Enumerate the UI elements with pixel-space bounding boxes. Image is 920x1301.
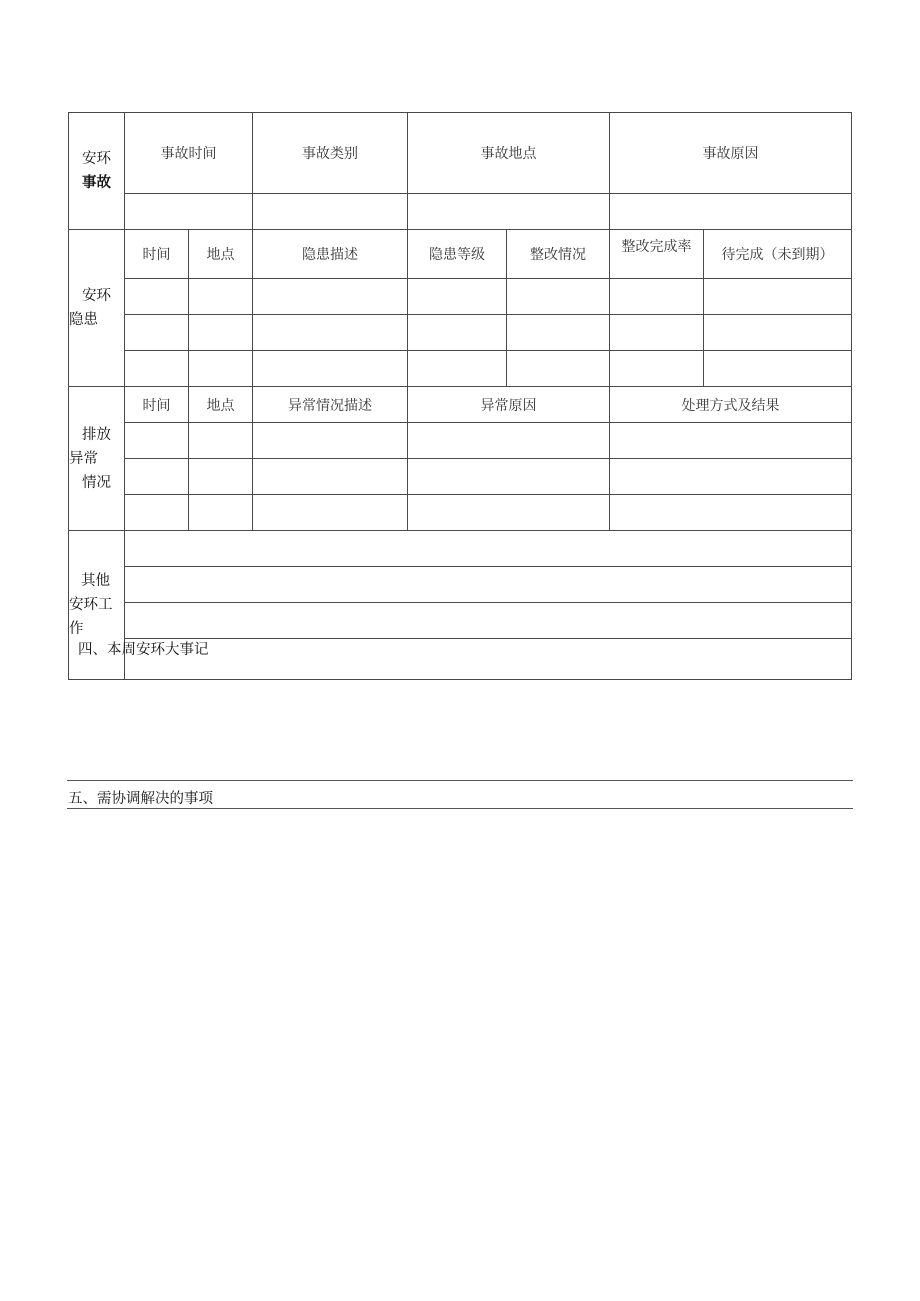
table-cell[interactable] [125,315,189,351]
table-cell[interactable] [610,495,852,531]
table-row [69,495,852,531]
table-cell[interactable] [189,459,253,495]
table-cell[interactable] [253,495,408,531]
table-row [69,351,852,387]
table-cell[interactable] [189,423,253,459]
section-four-title: 四、本周安环大事记 [78,642,209,658]
other-work-row [69,531,852,567]
hazard-rectification-header: 整改情况 [507,230,610,279]
table-row [69,423,852,459]
other-label-line-2: 安环工 [69,597,113,613]
emissions-label-line-3: 情况 [82,474,111,491]
table-cell[interactable] [704,315,852,351]
emissions-section-label [69,387,125,531]
hazards-section-label [69,230,125,387]
table-cell[interactable] [507,351,610,387]
accidents-section-label [69,113,125,230]
section-five-title: 五、需协调解决的事项 [68,791,213,807]
emissions-label-line-2: 异常 [69,450,98,467]
table-cell[interactable] [507,315,610,351]
table-cell[interactable] [408,279,507,315]
emission-cause-header: 异常原因 [408,387,610,423]
hazard-description-header: 隐患描述 [253,230,408,279]
table-cell[interactable] [125,351,189,387]
table-cell[interactable] [704,351,852,387]
accident-location-cell[interactable] [408,194,610,230]
hazard-completion-rate-header: 整改完成率 [610,230,704,279]
divider-line [67,808,853,809]
hazard-pending-header: 待完成（未到期） [704,230,852,279]
table-cell[interactable] [253,315,408,351]
hazard-time-header: 时间 [125,230,189,279]
table-cell[interactable] [189,315,253,351]
accidents-label-line-2: 事故 [82,175,111,191]
other-work-row [69,603,852,639]
table-row [69,279,852,315]
hazards-label-line-1: 安环 [82,288,111,304]
table-cell[interactable] [408,351,507,387]
accident-category-cell[interactable] [253,194,408,230]
emission-time-header: 时间 [125,387,189,423]
emission-handling-header: 处理方式及结果 [610,387,852,423]
other-work-cell[interactable] [125,567,852,603]
table-cell[interactable] [610,423,852,459]
other-label-line-1: 其他 [81,573,110,589]
accident-location-header: 事故地点 [408,113,610,194]
table-cell[interactable] [253,351,408,387]
table-cell[interactable] [189,351,253,387]
table-cell[interactable] [610,351,704,387]
table-cell[interactable] [253,459,408,495]
hazard-location-header: 地点 [189,230,253,279]
table-cell[interactable] [125,459,189,495]
table-cell[interactable] [408,459,610,495]
accidents-entry-row [69,194,852,230]
other-work-row [69,567,852,603]
other-work-cell[interactable] [125,531,852,567]
table-cell[interactable] [253,423,408,459]
table-cell[interactable] [125,279,189,315]
emissions-label-line-1: 排放 [82,426,111,443]
accidents-label-line-1: 安环 [82,151,111,167]
table-row [69,459,852,495]
emissions-header-row [69,387,852,423]
accident-cause-cell[interactable] [610,194,852,230]
table-cell[interactable] [189,279,253,315]
hazards-header-row [69,230,852,279]
table-cell[interactable] [125,423,189,459]
divider-line [67,780,853,781]
accident-time-header: 事故时间 [125,113,253,194]
accident-cause-header: 事故原因 [610,113,852,194]
other-work-cell[interactable] [125,603,852,639]
table-cell[interactable] [507,279,610,315]
accident-category-header: 事故类别 [253,113,408,194]
table-cell[interactable] [189,495,253,531]
table-cell[interactable] [125,495,189,531]
table-row [69,315,852,351]
table-cell[interactable] [253,279,408,315]
emission-description-header: 异常情况描述 [253,387,408,423]
weekly-safety-table [68,112,852,680]
accident-time-cell[interactable] [125,194,253,230]
table-cell[interactable] [704,279,852,315]
table-cell[interactable] [610,279,704,315]
table-cell[interactable] [408,315,507,351]
other-label-line-3: 作 [69,621,84,637]
table-cell[interactable] [610,315,704,351]
hazard-level-header: 隐患等级 [408,230,507,279]
table-cell[interactable] [610,459,852,495]
emission-location-header: 地点 [189,387,253,423]
table-cell[interactable] [408,423,610,459]
accidents-header-row [69,113,852,194]
hazards-label-line-2: 隐患 [69,312,98,328]
table-cell[interactable] [408,495,610,531]
